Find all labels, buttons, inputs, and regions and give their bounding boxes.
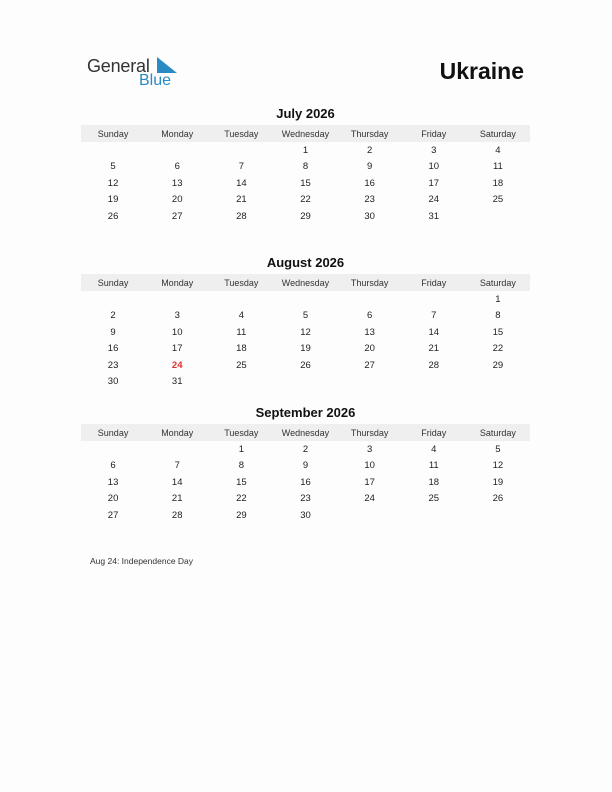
weekday-header: Tuesday <box>224 128 259 139</box>
day-cell: 19 <box>492 476 504 488</box>
day-cell: 5 <box>495 443 501 455</box>
day-cell: 7 <box>238 161 244 173</box>
weekday-header: Thursday <box>350 128 389 139</box>
day-cell: 2 <box>366 144 373 156</box>
weekday-header: Sunday <box>97 128 129 139</box>
week-row <box>81 507 530 524</box>
day-cell: 11 <box>492 161 503 173</box>
day-cell: 29 <box>300 210 311 222</box>
weekday-header: Wednesday <box>281 427 330 438</box>
week-row <box>81 374 530 391</box>
generalblue-logo <box>87 56 187 92</box>
country-title: Ukraine <box>439 58 524 84</box>
weekday-header: Monday <box>161 427 194 438</box>
day-cell: 23 <box>300 493 311 505</box>
weekday-header: Friday <box>421 427 447 438</box>
week-row <box>81 142 530 159</box>
day-cell: 12 <box>107 177 119 189</box>
day-cell: 23 <box>364 194 375 206</box>
day-cell: 1 <box>302 144 309 156</box>
weekday-header: Wednesday <box>281 277 330 288</box>
day-cell: 10 <box>171 326 183 338</box>
day-cell: 19 <box>107 194 119 206</box>
day-cell: 15 <box>492 326 504 338</box>
month-title: September 2026 <box>255 405 356 420</box>
day-cell: 9 <box>366 161 373 173</box>
day-cell: 16 <box>107 343 119 355</box>
day-cell: 14 <box>428 326 440 338</box>
weekday-header: Friday <box>421 128 447 139</box>
day-cell: 4 <box>238 310 244 322</box>
day-cell: 28 <box>171 509 183 521</box>
logo-triangle-icon <box>155 57 177 73</box>
day-cell: 12 <box>492 460 504 472</box>
day-cell: 6 <box>366 310 373 322</box>
day-cell: 27 <box>364 359 375 371</box>
week-row <box>81 308 530 325</box>
week-row <box>81 324 530 341</box>
day-cell: 10 <box>364 460 375 472</box>
day-cell: 27 <box>171 210 183 222</box>
day-cell: 25 <box>492 194 504 206</box>
day-cell: 24 <box>364 493 375 505</box>
day-cell: 11 <box>428 460 439 472</box>
day-cell: 6 <box>110 460 116 472</box>
day-cell: 20 <box>171 194 183 206</box>
day-cell: 1 <box>495 293 501 305</box>
day-cell: 2 <box>302 443 309 455</box>
week-row <box>81 208 530 225</box>
day-cell: 8 <box>238 460 244 472</box>
day-cell: 29 <box>236 509 247 521</box>
weekday-header: Tuesday <box>224 427 259 438</box>
week-row <box>81 474 530 491</box>
day-cell: 11 <box>236 326 247 338</box>
day-cell: 16 <box>364 177 375 189</box>
day-cell: 14 <box>171 476 183 488</box>
holiday-notes <box>90 556 193 566</box>
weekday-header-row <box>81 125 530 142</box>
day-cell: 19 <box>300 343 311 355</box>
logo-text-general: General <box>87 56 150 76</box>
day-cell: 17 <box>171 343 183 355</box>
week-row <box>81 491 530 508</box>
weekday-header: Wednesday <box>281 128 330 139</box>
week-row <box>81 458 530 475</box>
day-cell: 7 <box>431 310 437 322</box>
day-cell: 4 <box>431 443 437 455</box>
weekday-header: Monday <box>161 128 194 139</box>
day-cell: 15 <box>236 476 247 488</box>
weekday-header-row <box>81 274 530 291</box>
day-cell: 6 <box>174 161 180 173</box>
day-cell: 28 <box>428 359 440 371</box>
day-cell: 22 <box>236 493 247 505</box>
day-cell: 7 <box>174 460 180 472</box>
day-cell: 30 <box>107 376 119 388</box>
weekday-header: Thursday <box>350 427 389 438</box>
day-cell: 17 <box>428 177 440 189</box>
day-cell: 12 <box>300 326 311 338</box>
day-cell: 21 <box>428 343 440 355</box>
month-block-july <box>81 105 530 225</box>
day-cell: 18 <box>236 343 247 355</box>
day-cell: 5 <box>110 161 116 173</box>
day-cell: 9 <box>302 460 309 472</box>
month-title: August 2026 <box>266 255 345 270</box>
day-cell: 20 <box>364 343 375 355</box>
day-cell: 8 <box>495 310 501 322</box>
day-cell: 5 <box>302 310 309 322</box>
day-cell: 3 <box>366 443 373 455</box>
week-row <box>81 291 530 308</box>
logo-text-blue: Blue <box>139 72 172 89</box>
day-cell: 23 <box>107 359 119 371</box>
day-cell: 27 <box>107 509 119 521</box>
day-cell: 26 <box>107 210 119 222</box>
day-cell: 14 <box>236 177 247 189</box>
day-cell: 13 <box>171 177 183 189</box>
day-cell: 30 <box>364 210 375 222</box>
day-cell: 8 <box>302 161 309 173</box>
weekday-header: Sunday <box>97 277 129 288</box>
weekday-header: Monday <box>161 277 194 288</box>
day-cell: 21 <box>171 493 183 505</box>
day-cell: 15 <box>300 177 311 189</box>
weekday-header: Friday <box>421 277 447 288</box>
day-cell: 10 <box>428 161 440 173</box>
day-cell: 22 <box>300 194 311 206</box>
day-cell: 30 <box>300 509 311 521</box>
day-cell: 31 <box>428 210 440 222</box>
weekday-header: Tuesday <box>224 277 259 288</box>
day-cell: 3 <box>174 310 180 322</box>
day-cell: 16 <box>300 476 311 488</box>
day-cell: 28 <box>236 210 247 222</box>
weekday-header: Saturday <box>479 427 516 438</box>
day-cell: 31 <box>171 376 183 388</box>
weekday-header-row <box>81 424 530 441</box>
month-block-august <box>81 254 530 390</box>
weekday-header: Saturday <box>479 277 516 288</box>
weekday-header: Sunday <box>97 427 129 438</box>
holiday-note: Aug 24: Independence Day <box>90 556 194 566</box>
day-cell: 18 <box>492 177 504 189</box>
week-row <box>81 159 530 176</box>
day-cell: 13 <box>107 476 119 488</box>
day-cell: 3 <box>431 144 437 156</box>
month-title: July 2026 <box>276 106 335 121</box>
day-cell: 26 <box>492 493 504 505</box>
day-cell: 24 <box>428 194 440 206</box>
day-cell: 1 <box>238 443 244 455</box>
month-block-september <box>81 404 530 524</box>
day-cell: 13 <box>364 326 375 338</box>
day-cell: 17 <box>364 476 375 488</box>
day-cell: 4 <box>495 144 501 156</box>
day-cell: 21 <box>236 194 247 206</box>
day-cell: 2 <box>110 310 116 322</box>
day-cell: 9 <box>110 326 116 338</box>
week-row <box>81 441 530 458</box>
day-cell: 22 <box>492 343 504 355</box>
weekday-header: Thursday <box>350 277 389 288</box>
day-cell: 18 <box>428 476 440 488</box>
week-row <box>81 175 530 192</box>
week-row <box>81 357 530 374</box>
day-cell: 25 <box>236 359 247 371</box>
day-cell: 26 <box>300 359 311 371</box>
week-row <box>81 341 530 358</box>
day-cell: 25 <box>428 493 440 505</box>
weekday-header: Saturday <box>479 128 516 139</box>
day-cell-holiday: 24 <box>171 359 183 371</box>
day-cell: 20 <box>107 493 119 505</box>
day-cell: 29 <box>492 359 504 371</box>
week-row <box>81 192 530 209</box>
